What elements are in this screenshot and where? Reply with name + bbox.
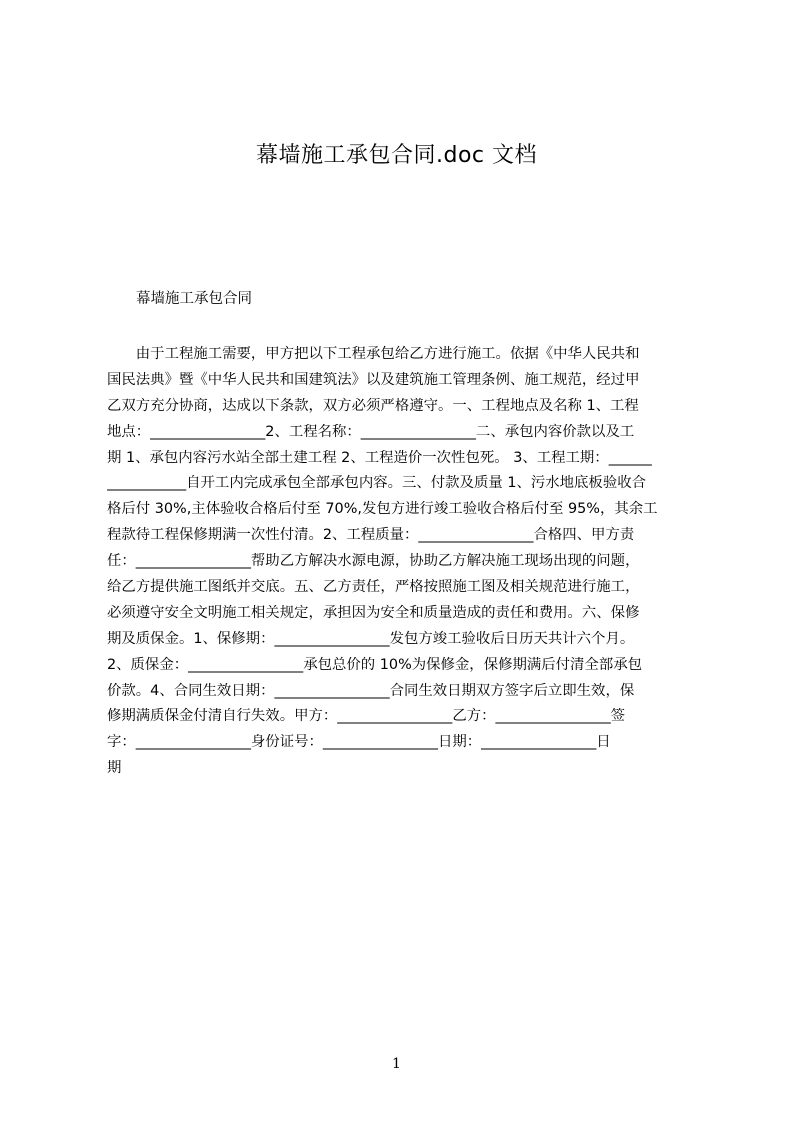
body-line: 必须遵守安全文明施工相关规定，承担因为安全和质量造成的责任和费用。六、保修 (107, 604, 640, 621)
body-line: 由于工程施工需要，甲方把以下工程承包给乙方进行施工。依据《中华人民共和 (107, 346, 640, 362)
body-line: 程款待工程保修期满一次性付清。2、工程质量：________________合格四、甲方责 (107, 527, 635, 544)
body-line: 乙双方充分协商，达成以下条款，双方必须严格遵守。一、工程地点及名称 1、工程 (107, 397, 639, 414)
document-title: 幕墙施工承包合同.doc 文档 (255, 143, 537, 168)
body-line: 给乙方提供施工图纸并交底。五、乙方责任，严格按照施工图及相关规范进行施工， (107, 579, 640, 596)
body-line: 国民法典》暨《中华人民共和国建筑法》以及建筑施工管理条例、施工规范，经过甲 (107, 371, 640, 388)
body-line: 任：________________帮助乙方解决水源电源，协助乙方解决施工现场出现的问题， (107, 553, 640, 570)
body-line: 格后付 30%,主体验收合格后付至 70%,发包方进行竣工验收合格后付至 95%，其余工 (107, 501, 658, 518)
body-line: 期 1、承包内容污水站全部土建工程 2、工程造价一次性包死。 3、工程工期：______ (107, 449, 652, 466)
body-line: 期 (107, 760, 122, 777)
body-line: 2、质保金：________________承包总价的 10%为保修金，保修期满后付清全部承包 (107, 656, 642, 673)
body-line: 期及质保金。1、保修期：________________发包方竣工验收后日历天共计六个月。 (107, 630, 635, 647)
body-line: ___________自开工内完成承包全部承包内容。三、付款及质量 1、污水地底板验收合 (107, 475, 646, 492)
body-line: 价款。4、合同生效日期：________________合同生效日期双方签字后立即生效，保 (107, 682, 635, 699)
body-line: 字：________________身份证号：________________日期：________________日 (107, 734, 611, 751)
contract-heading: 幕墙施工承包合同 (136, 291, 252, 307)
contract-body (107, 342, 699, 782)
body-line: 修期满质保金付清自行失效。甲方：________________乙方：________________签 (107, 708, 626, 725)
page-number: 1 (392, 1056, 401, 1072)
body-line: 地点：________________2、工程名称：________________二、承包内容价款以及工 (107, 423, 635, 440)
